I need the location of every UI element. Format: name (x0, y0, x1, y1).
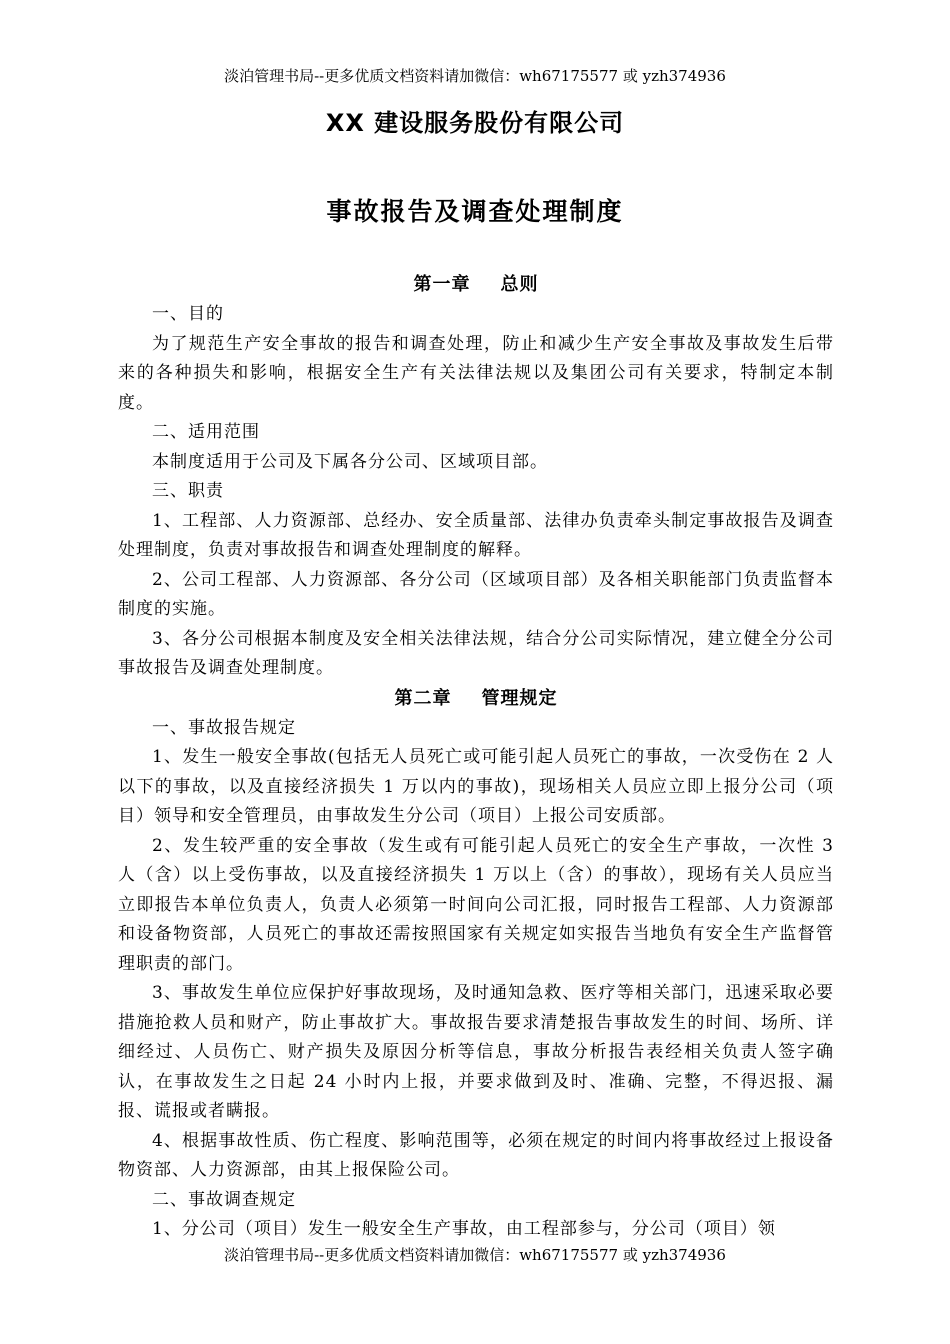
page-header: 淡泊管理书局--更多优质文档资料请加微信：wh67175577 或 yzh374936 (224, 67, 726, 85)
chapter-1-name: 总则 (500, 274, 539, 295)
section-heading: 二、事故调查规定 (152, 1189, 296, 1210)
company-name: XX 建设服务股份有限公司 (325, 109, 625, 137)
paragraph: 1、分公司（项目）发生一般安全生产事故，由工程部参与，分公司（项目）领 (152, 1219, 776, 1239)
paragraph: 本制度适用于公司及下属各分公司、区域项目部。 (152, 451, 548, 472)
section-heading: 二、适用范围 (152, 422, 260, 442)
section-heading: 三、职责 (152, 481, 224, 501)
page-footer: 淡泊管理书局--更多优质文档资料请加微信：wh67175577 或 yzh374936 (224, 1246, 726, 1264)
chapter-2-name: 管理规定 (481, 687, 558, 709)
section-heading: 一、目的 (152, 304, 224, 324)
paragraph: 2、发生较严重的安全事故（发生或有可能引起人员死亡的安全生产事故，一次性 3 人（含）以上受伤事故，以及直接经济损失 1 万以上（含）的事故），现场有关人员应当立即报告本单位负责人，负责人必须第一时间向公司汇报，同时报告工程部、人力资源部和设备物资部，人员死亡的事故还需按照国家有关规定如实报告当地负有安全生产监督管理职责的部门。 (118, 835, 834, 974)
chapter-2-heading (118, 684, 834, 714)
paragraph: 1、发生一般安全事故(包括无人员死亡或可能引起人员死亡的事故，一次受伤在 2 人以下的事故，以及直接经济损失 1 万以内的事故)，现场相关人员应立即上报分公司（项目）领导和安全管理员，由事故发生分公司（项目）上报公司安质部。 (118, 747, 834, 826)
document-title: 事故报告及调查处理制度 (326, 197, 624, 226)
section-heading: 一、事故报告规定 (152, 717, 296, 738)
chapter-1-number: 第一章 (413, 274, 471, 295)
chapter-1-heading (118, 270, 834, 300)
paragraph: 3、各分公司根据本制度及安全相关法律法规，结合分公司实际情况，建立健全分公司事故报告及调查处理制度。 (118, 628, 834, 678)
paragraph: 1、工程部、人力资源部、总经办、安全质量部、法律办负责牵头制定事故报告及调查处理制度，负责对事故报告和调查处理制度的解释。 (118, 510, 834, 560)
chapter-2-number: 第二章 (394, 687, 452, 709)
paragraph: 3、事故发生单位应保护好事故现场，及时通知急救、医疗等相关部门，迅速采取必要措施抢救人员和财产，防止事故扩大。事故报告要求清楚报告事故发生的时间、场所、详细经过、人员伤亡、财产损失及原因分析等信息，事故分析报告表经相关负责人签字确认，在事故发生之日起 24 小时内上报，并要求做到及时、准确、完整，不得迟报、漏报、谎报或者瞒报。 (118, 983, 834, 1121)
paragraph: 2、公司工程部、人力资源部、各分公司（区域项目部）及各相关职能部门负责监督本制度的实施。 (118, 569, 834, 619)
document-body (118, 270, 834, 1245)
paragraph: 为了规范生产安全事故的报告和调查处理，防止和减少生产安全事故及事故发生后带来的各种损失和影响，根据安全生产有关法律法规以及集团公司有关要求，特制定本制度。 (118, 333, 834, 413)
paragraph: 4、根据事故性质、伤亡程度、影响范围等，必须在规定的时间内将事故经过上报设备物资部、人力资源部，由其上报保险公司。 (118, 1130, 834, 1180)
